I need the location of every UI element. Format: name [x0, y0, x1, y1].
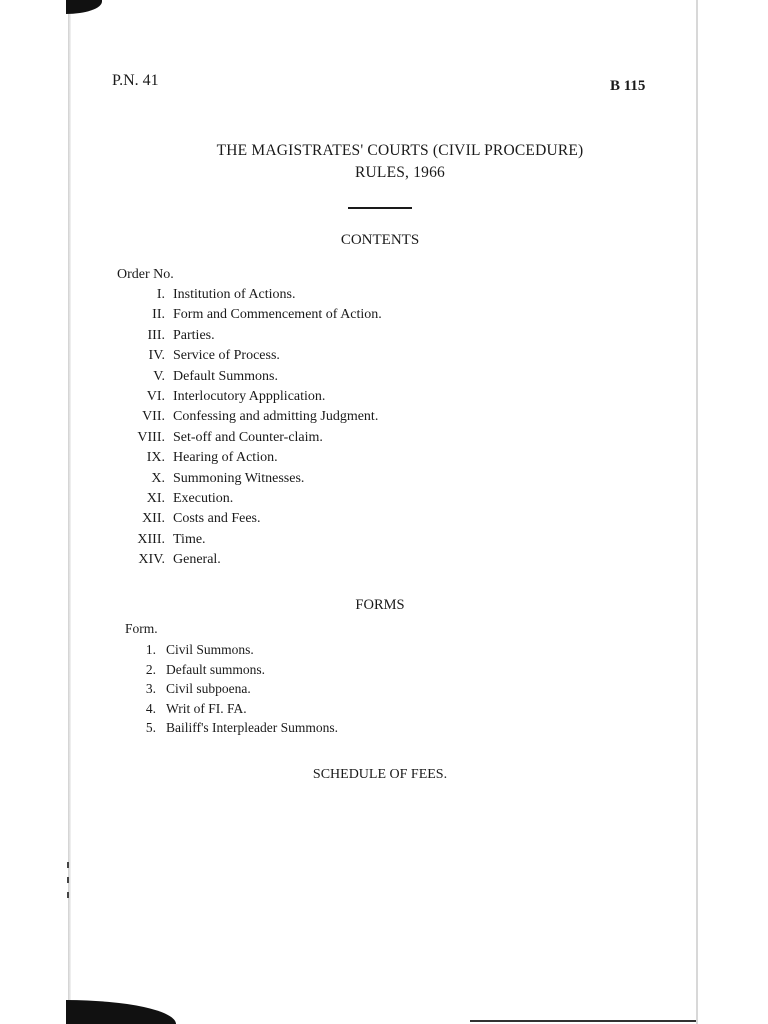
list-item	[100, 367, 600, 387]
order-number: XII.	[142, 511, 165, 527]
scan-shadow-bottom	[66, 1000, 176, 1024]
list-item	[100, 550, 600, 570]
form-title: Bailiff's Interpleader Summons.	[166, 720, 339, 735]
order-number: XIV.	[138, 552, 165, 568]
order-title: Time.	[173, 531, 206, 547]
order-number: VI.	[146, 388, 165, 404]
list-item	[100, 448, 600, 468]
list-item	[100, 469, 600, 489]
page-number: B 115	[610, 78, 646, 94]
order-column-label: Order No.	[117, 267, 174, 282]
schedule-heading: SCHEDULE OF FEES.	[312, 767, 448, 782]
list-item	[100, 718, 600, 738]
scan-margin	[0, 0, 72, 1024]
list-item	[100, 428, 600, 448]
form-number: 1.	[145, 642, 156, 657]
form-title: Civil Summons.	[166, 642, 254, 657]
list-item	[100, 305, 600, 325]
order-number: VIII.	[137, 429, 165, 445]
form-number: 2.	[145, 661, 156, 677]
order-number: X.	[151, 470, 165, 486]
forms-heading: FORMS	[355, 597, 405, 613]
list-item	[100, 407, 600, 427]
order-number: IX.	[146, 450, 165, 466]
list-item	[100, 509, 600, 529]
binding-marks	[67, 862, 70, 912]
form-list	[100, 640, 600, 738]
order-number: V.	[153, 368, 165, 384]
order-number: III.	[147, 327, 165, 343]
order-title: Institution of Actions.	[173, 287, 296, 302]
order-title: Summoning Witnesses.	[173, 470, 305, 486]
form-number: 3.	[145, 681, 156, 696]
order-title: Hearing of Action.	[173, 450, 278, 466]
form-number: 4.	[145, 700, 156, 716]
list-item	[100, 530, 600, 550]
title-divider	[348, 207, 412, 209]
form-column-label: Form.	[125, 621, 158, 636]
list-item	[100, 679, 600, 699]
order-title: Form and Commencement of Action.	[173, 307, 382, 323]
form-title: Default summons.	[166, 661, 265, 677]
list-item	[100, 660, 600, 680]
list-item	[100, 326, 600, 346]
order-list	[100, 285, 600, 570]
order-number: IV.	[148, 348, 165, 364]
page-bottom-edge	[470, 1020, 696, 1022]
order-number: XIII.	[137, 531, 165, 547]
list-item	[100, 699, 600, 719]
order-title: General.	[173, 552, 221, 568]
order-title: Confessing and admitting Judgment.	[173, 409, 379, 425]
order-title: Parties.	[173, 327, 215, 343]
scan-shadow-top	[66, 0, 102, 14]
list-item	[100, 285, 600, 305]
list-item	[100, 640, 600, 660]
list-item	[100, 387, 600, 407]
order-number: I.	[156, 287, 165, 302]
form-title: Civil subpoena.	[166, 681, 251, 696]
order-number: VII.	[142, 409, 165, 425]
order-number: XI.	[146, 490, 165, 506]
order-title: Execution.	[173, 490, 234, 506]
order-number: II.	[152, 307, 165, 323]
title-line-2: RULES, 1966	[354, 164, 446, 181]
order-title: Default Summons.	[173, 368, 278, 384]
contents-heading: CONTENTS	[340, 232, 420, 248]
form-title: Writ of FI. FA.	[166, 700, 247, 716]
title-line-1: THE MAGISTRATES' COURTS (CIVIL PROCEDURE)	[216, 142, 584, 159]
order-title: Interlocutory Appplication.	[173, 388, 326, 404]
document-title	[100, 140, 700, 184]
order-title: Set-off and Counter-claim.	[173, 429, 323, 445]
list-item	[100, 489, 600, 509]
notice-number: P.N. 41	[112, 72, 159, 89]
list-item	[100, 346, 600, 366]
form-number: 5.	[145, 720, 156, 735]
order-title: Costs and Fees.	[173, 511, 261, 527]
order-title: Service of Process.	[173, 348, 280, 364]
